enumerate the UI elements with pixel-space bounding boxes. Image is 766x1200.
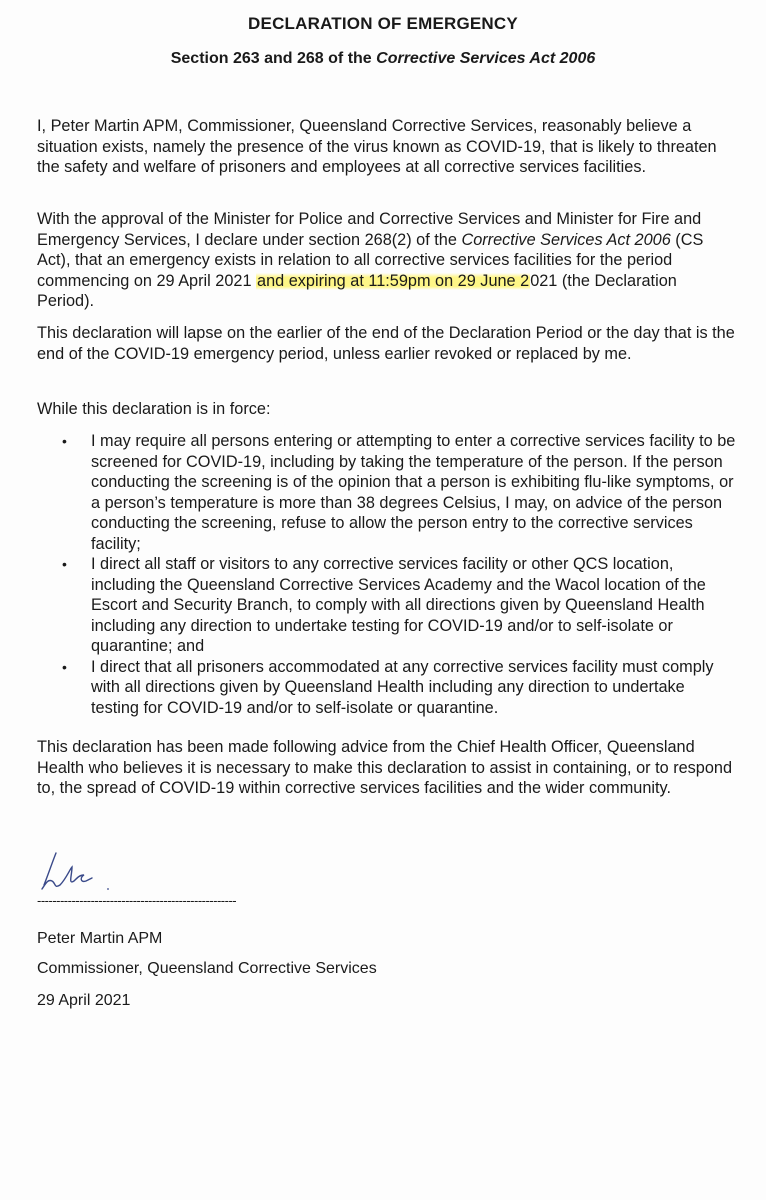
declaration-act-name: Corrective Services Act 2006: [461, 230, 671, 249]
list-item-text: I may require all persons entering or attempting to enter a corrective services facility to be screened for COVID-19, including by taking the temperature of the person. If the person conducting the screening is of the opinion that a person is exhibiting flu-like symptoms, or a person’s temperature is more than 38 degrees Celsius, I may, on advice of the person conducting the screening, refuse to allow the person entry to the corrective services facility;: [91, 432, 736, 553]
document-title: DECLARATION OF EMERGENCY: [248, 14, 518, 33]
paragraph-advice: This declaration has been made following advice from the Chief Health Officer, Queensland Health who believes it is necessary to make this declaration to assist in containing, or to respond to, the spread of COVID-19 within corrective services facilities and the wider community.: [37, 738, 733, 797]
bullet-icon: •: [62, 433, 67, 449]
list-item: [37, 657, 737, 719]
document-subtitle: [0, 50, 766, 68]
bullet-icon: •: [62, 556, 67, 572]
signature-line: ----------------------------------------------------: [37, 893, 237, 908]
paragraph-in-force: While this declaration is in force:: [37, 400, 271, 418]
list-item: [37, 431, 737, 554]
declaration-text-3: 021 (the Declaration Period).: [37, 271, 677, 310]
conditions-list: [37, 431, 737, 718]
declaration-text-2: (CS Act), that an emergency exists in relation to all corrective services facilities for the period commencing on 29 April 2021: [37, 230, 704, 290]
bullet-icon: •: [62, 658, 67, 675]
signatory-title: Commissioner, Queensland Corrective Services: [37, 960, 377, 977]
declaration-text-1: With the approval of the Minister for Police and Corrective Services and Minister for Fire and Emergency Services, I declare under section 268(2) of the: [37, 210, 702, 249]
signature-icon: [30, 845, 140, 895]
paragraph-belief: I, Peter Martin APM, Commissioner, Queensland Corrective Services, reasonably believe a situation exists, namely the presence of the virus known as COVID-19, that is likely to threaten the safety and welfare of prisoners and employees at all corrective services facilities.: [37, 117, 717, 176]
list-item-text: I direct all staff or visitors to any corrective services facility or other QCS location, including the Queensland Corrective Services Academy and the Wacol location of the Escort and Security Branch, to comply with all directions given by Queensland Health including any direction to undertake testing for COVID-19 and/or to self-isolate or quarantine; and: [91, 555, 706, 655]
signature-date: 29 April 2021: [37, 992, 131, 1009]
paragraph-declaration: [37, 209, 737, 312]
highlighted-expiry-text: and expiring at 11:59pm on 29 June 2: [257, 271, 530, 290]
subtitle-act-name: Corrective Services Act 2006: [376, 50, 596, 67]
list-item-text: I direct that all prisoners accommodated at any corrective services facility must comply with all directions given by Queensland Health including any direction to undertake testing for COVID-19 and/or to self-isolate or quarantine.: [91, 657, 714, 717]
paragraph-lapse: This declaration will lapse on the earlier of the end of the Declaration Period or the day that is the end of the COVID-19 emergency period, unless earlier revoked or replaced by me.: [37, 324, 735, 363]
signatory-name: Peter Martin APM: [37, 930, 163, 947]
subtitle-prefix: Section 263 and 268 of the: [170, 50, 377, 67]
list-item: [37, 554, 737, 657]
